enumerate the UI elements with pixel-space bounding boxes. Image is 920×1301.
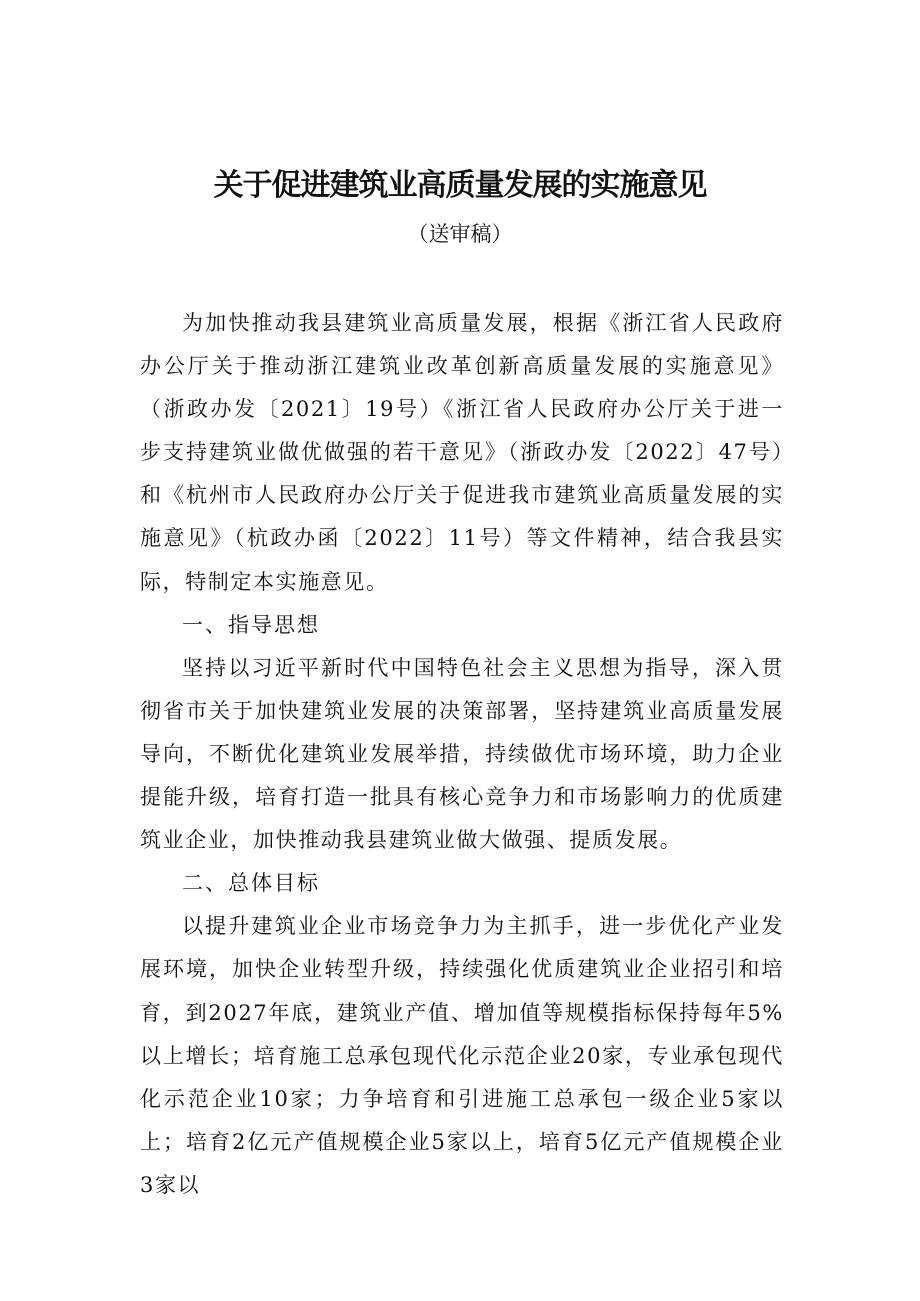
document-title: 关于促进建筑业高质量发展的实施意见 <box>213 168 707 203</box>
guiding-ideology-paragraph: 坚持以习近平新时代中国特色社会主义思想为指导，深入贯彻省市关于加快建筑业发展的决策部署，坚持建筑业高质量发展导向，不断优化建筑业发展举措，持续做优市场环境，助力企业提能升级，培育打造一批具有核心竞争力和市场影响力的优质建筑业企业，加快推动我县建筑业做大做强、提质发展。 <box>140 655 784 853</box>
document-body <box>140 302 784 1207</box>
document-subtitle: （送审稿） <box>407 222 513 246</box>
section-heading-guiding-ideology: 一、指导思想 <box>182 612 320 637</box>
overall-goals-paragraph: 以提升建筑业企业市场竞争力为主抓手，进一步优化产业发展环境，加快企业转型升级，持续强化优质建筑业企业招引和培育，到2027年底，建筑业产值、增加值等规模指标保持每年5%以上增长；培育施工总承包现代化示范企业20家，专业承包现代化示范企业10家；力争培育和引进施工总承包一级企业5家以上；培育2亿元产值规模企业5家以上，培育5亿元产值规模企业3家以 <box>140 914 784 1197</box>
intro-paragraph: 为加快推动我县建筑业高质量发展，根据《浙江省人民政府办公厅关于推动浙江建筑业改革创新高质量发展的实施意见》（浙政办发〔2021〕19号）《浙江省人民政府办公厅关于进一步支持建筑业做优做强的若干意见》（浙政办发〔2022〕47号）和《杭州市人民政府办公厅关于促进我市建筑业高质量发展的实施意见》（杭政办函〔2022〕11号）等文件精神，结合我县实际，特制定本实施意见。 <box>140 311 784 594</box>
section-heading-overall-goals: 二、总体目标 <box>182 871 320 896</box>
